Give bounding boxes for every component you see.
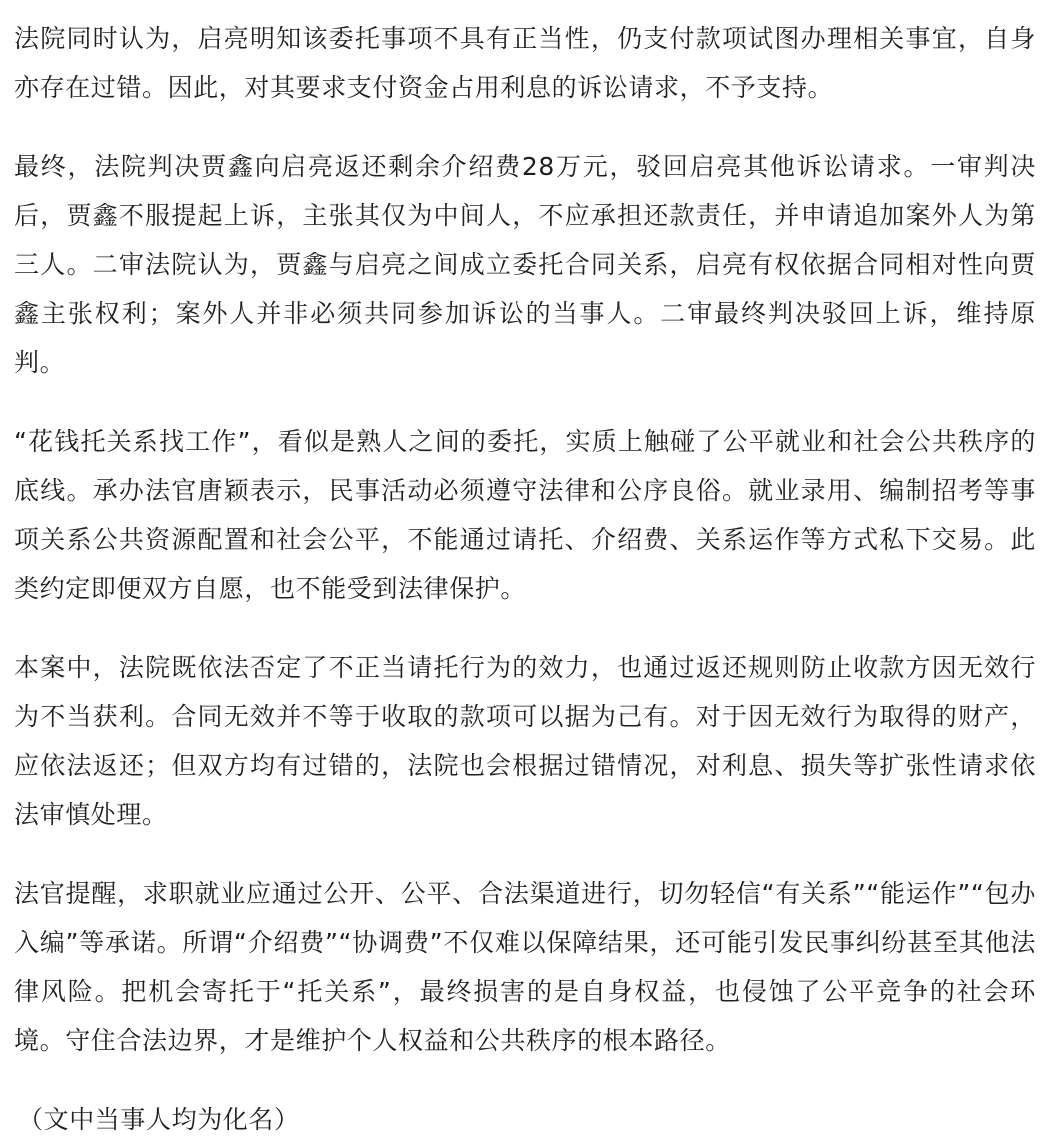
paragraph-judge-reminder: 法官提醒，求职就业应通过公开、公平、合法渠道进行，切勿轻信“有关系”“能运作”“包办入编”等承诺。所谓“介绍费”“协调费”不仅难以保障结果，还可能引发民事纠纷甚至其他法律风险。把机会寄托于“托关系”，最终损害的是自身权益，也侵蚀了公平竞争的社会环境。守住合法边界，才是维护个人权益和公共秩序的根本路径。 — [14, 879, 1036, 1055]
pseudonym-note: （文中当事人均为化名） — [18, 1105, 300, 1134]
paragraph-judgment: 最终，法院判决贾鑫向启亮返还剩余介绍费28万元，驳回启亮其他诉讼请求。一审判决后，贾鑫不服提起上诉，主张其仅为中间人，不应承担还款责任，并申请追加案外人为第三人。二审法院认为，贾鑫与启亮之间成立委托合同关系，启亮有权依据合同相对性向贾鑫主张权利；案外人并非必须共同参加诉讼的当事人。二审最终判决驳回上诉，维持原判。 — [14, 152, 1036, 377]
paragraph-case-analysis: 本案中，法院既依法否定了不正当请托行为的效力，也通过返还规则防止收款方因无效行为不当获利。合同无效并不等于收取的款项可以据为己有。对于因无效行为取得的财产，应依法返还；但双方均有过错的，法院也会根据过错情况，对利息、损失等扩张性请求依法审慎处理。 — [14, 653, 1036, 829]
article-body — [14, 14, 1036, 1144]
paragraph-court-opinion: 法院同时认为，启亮明知该委托事项不具有正当性，仍支付款项试图办理相关事宜，自身亦存在过错。因此，对其要求支付资金占用利息的诉讼请求，不予支持。 — [14, 24, 1036, 102]
paragraph-judge-comment: “花钱托关系找工作”，看似是熟人之间的委托，实质上触碰了公平就业和社会公共秩序的底线。承办法官唐颖表示，民事活动必须遵守法律和公序良俗。就业录用、编制招考等事项关系公共资源配置和社会公平，不能通过请托、介绍费、关系运作等方式私下交易。此类约定即便双方自愿，也不能受到法律保护。 — [14, 427, 1036, 603]
